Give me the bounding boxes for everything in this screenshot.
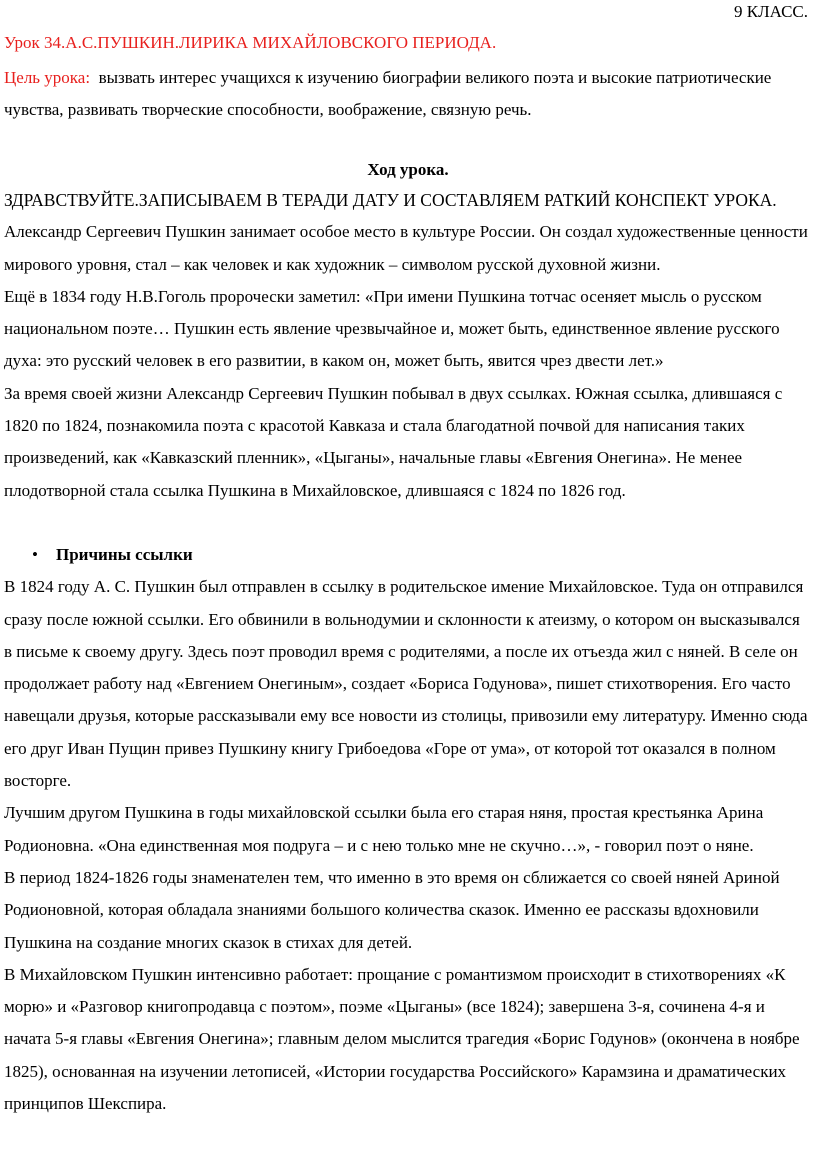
- bullet-exile-reasons: • Причины ссылки: [4, 539, 810, 571]
- lesson-title: Урок 34.А.С.ПУШКИН.ЛИРИКА МИХАЙЛОВСКОГО ПЕРИОДА.: [4, 33, 497, 52]
- intro-text: ЗДРАВСТВУЙТЕ.ЗАПИСЫВАЕМ В ТЕРАДИ ДАТУ И СОСТАВЛЯЕМ РАТКИЙ КОНСПЕКТ УРОКА.: [4, 190, 777, 210]
- goal-text: вызвать интерес учащихся к изучению биографии великого поэта и высокие патриотические чувства, развивать творческие способности, воображение, связную речь.: [4, 68, 772, 119]
- goal-label: Цель урока:: [4, 68, 91, 87]
- paragraph-works: В Михайловском Пушкин интенсивно работает: прощание с романтизмом происходит в стихотворениях «К морю» и «Разговор книгопродавца с поэтом», поэме «Цыганы» (все 1824); завершена 3-я, сочинена 4-я и начата 5-я главы «Евгения Онегина»; главным делом мыслится трагедия «Борис Годунов» (окончена в ноябре 1825), основанная на изучении летописей, «Истории государства Российского» Карамзина и драматических принципов Шекспира.: [4, 964, 800, 1114]
- paragraph-pushkin-culture: Александр Сергеевич Пушкин занимает особое место в культуре России. Он создал художественные ценности мирового уровня, стал – как человек и как художник – символом русской духовной жизни.: [4, 222, 808, 274]
- paragraph-nanny: Лучшим другом Пушкина в годы михайловской ссылки была его старая няня, простая крестьянка Арина Родионовна. «Она единственная моя подруга – и с нею только мне не скучно…», - говорил поэт о няне.: [4, 803, 764, 855]
- paragraph-exiles: За время своей жизни Александр Сергеевич Пушкин побывал в двух ссылках. Южная ссылка, длившаяся с 1820 по 1824, познакомила поэта с красотой Кавказа и стала благодатной почвой для написания таких произведений, как «Кавказский пленник», «Цыганы», начальные главы «Евгения Онегина». Не менее плодотворной стала ссылка Пушкина в Михайловское, длившаяся с 1824 по 1826 год.: [4, 383, 783, 500]
- lesson-goal: [4, 62, 804, 126]
- grade-label: 9 КЛАСС.: [734, 2, 808, 21]
- section-heading: Ход урока.: [367, 160, 449, 179]
- paragraph-fairy-tales: В период 1824-1826 годы знаменателен тем, что именно в это время он сближается со своей няней Ариной Родионовной, которая обладала знаниями большого количества сказок. Именно ее рассказы вдохновили Пушкина на создание многих сказок в стихах для детей.: [4, 867, 780, 952]
- document-body: [4, 184, 810, 1120]
- paragraph-mikhailovskoe-exile: В 1824 году А. С. Пушкин был отправлен в ссылку в родительское имение Михайловское. Туда он отправился сразу после южной ссылки. Его обвинили в вольнодумии и склонности к атеизму, о котором он высказывался в письме к своему другу. Здесь поэт проводил время с родителями, а после их отъезда жил с няней. В селе он продолжает работу над «Евгением Онегиным», создает «Бориса Годунова», пишет стихотворения. Его часто навещали друзья, которые рассказывали ему все новости из столицы, привозили ему литературу. Именно сюда его друг Иван Пущин привез Пушкину книгу Грибоедова «Горе от ума», от которой тот оказался в полном восторге.: [4, 577, 808, 791]
- paragraph-gogol-quote: Ещё в 1834 году Н.В.Гоголь пророчески заметил: «При имени Пушкина тотчас осеняет мысль о русском национальном поэте… Пушкин есть явление чрезвычайное и, может быть, единственное явление русского духа: это русский человек в его развитии, в каком он, может быть, явится чрез двести лет.»: [4, 286, 780, 371]
- paragraph-spacer: [4, 507, 810, 539]
